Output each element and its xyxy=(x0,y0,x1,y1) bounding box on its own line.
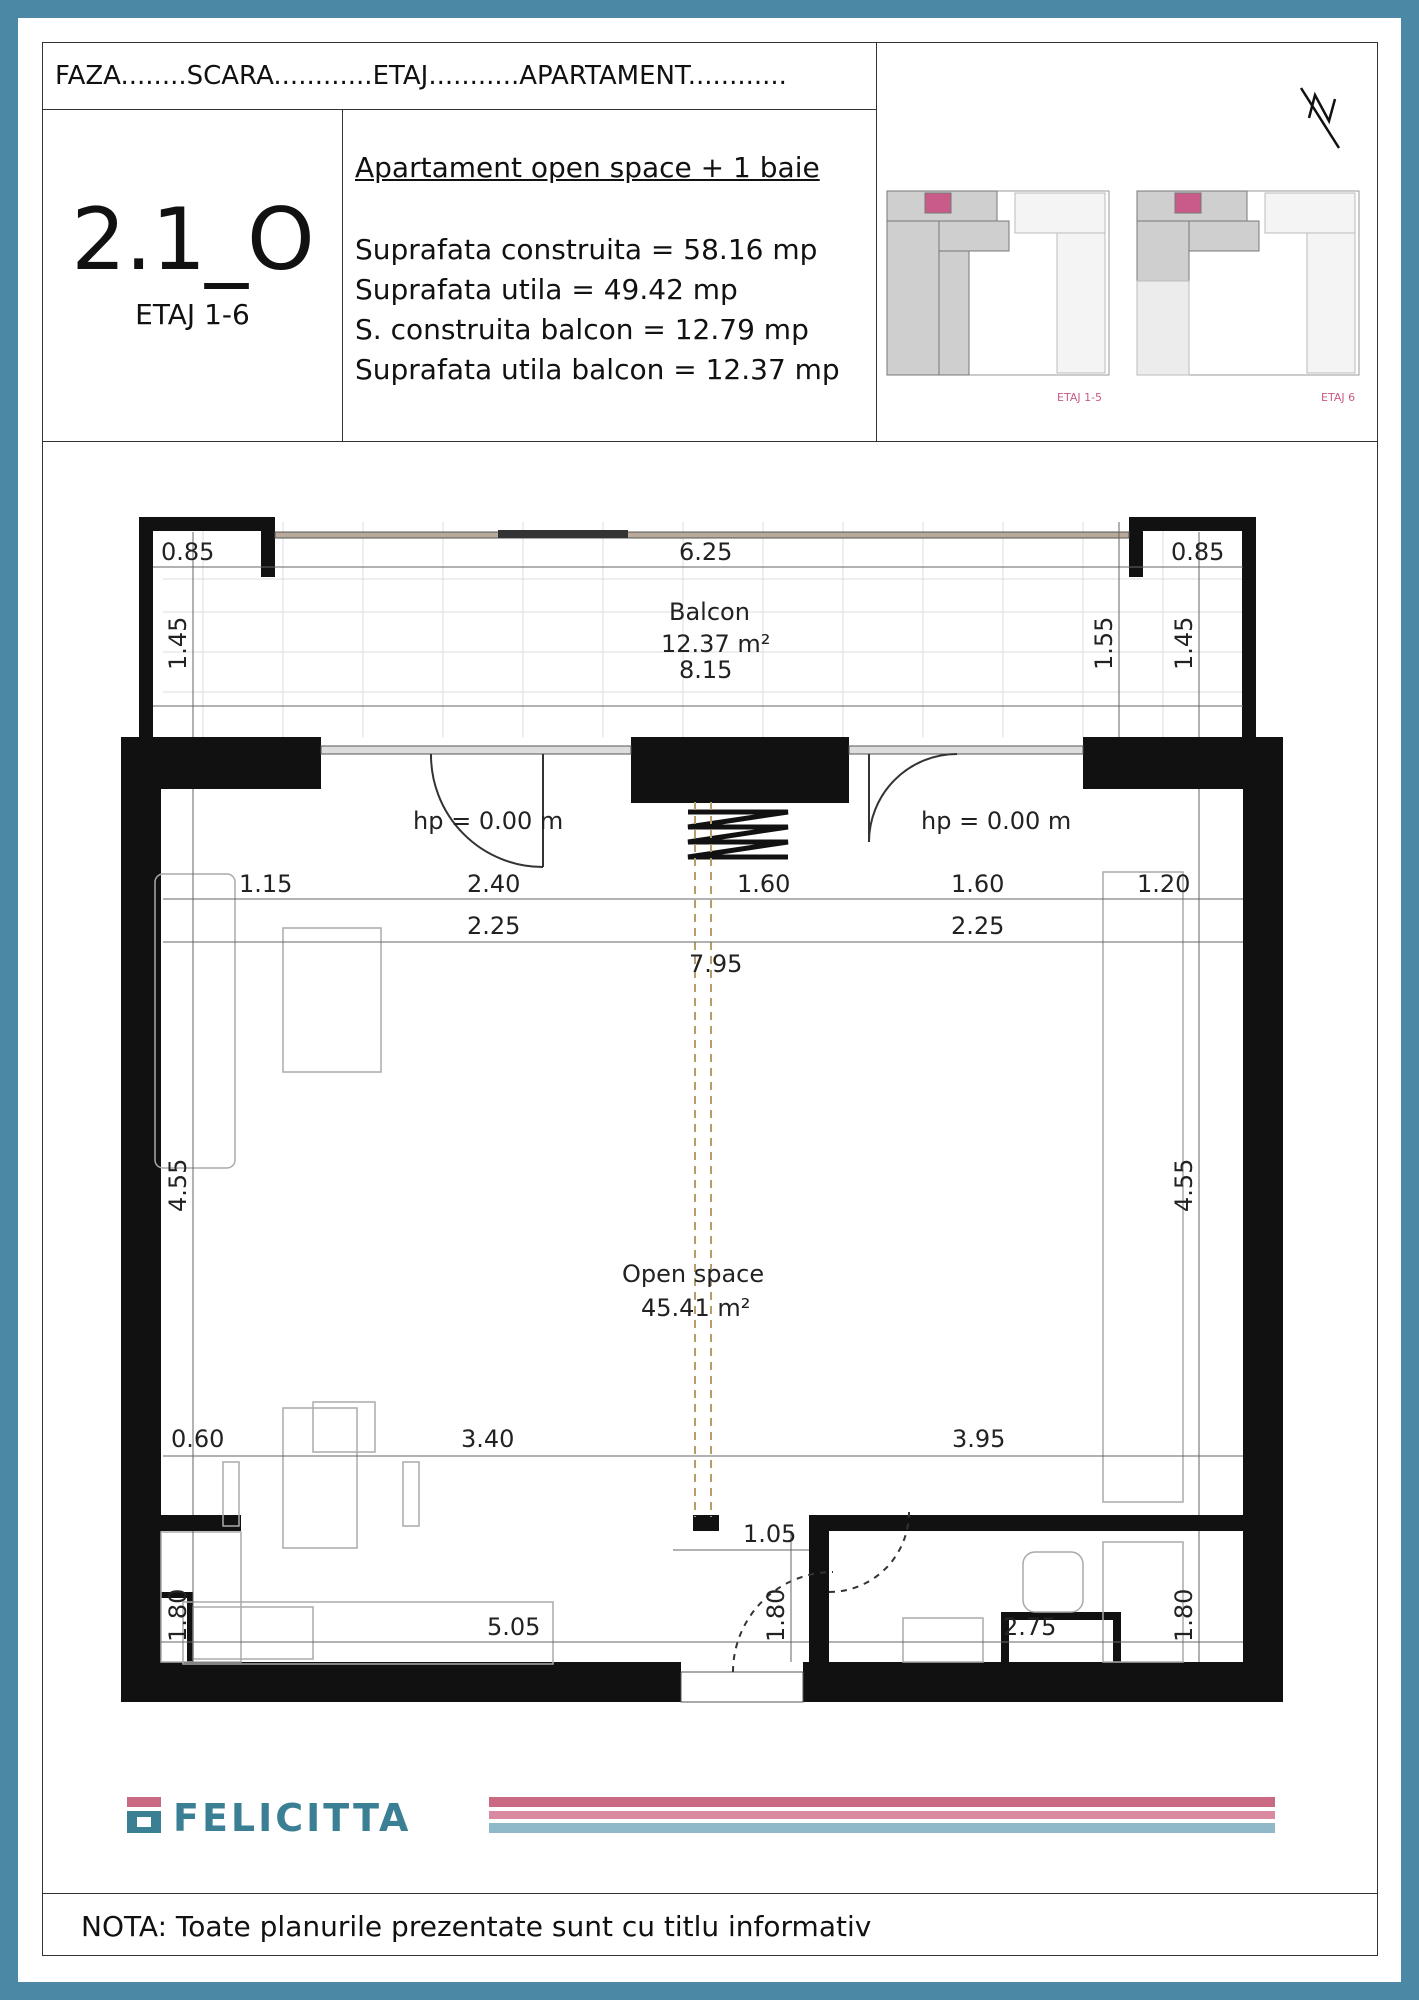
dim-lower-left: 0.60 xyxy=(171,1425,225,1453)
disclaimer-note: NOTA: Toate planurile prezentate sunt cu titlu informativ xyxy=(43,1893,1377,1955)
centerline xyxy=(695,802,711,1517)
area-line-built: Suprafata construita = 58.16 mp xyxy=(355,233,818,266)
apartment-walls xyxy=(121,737,1283,1702)
dim-row1-4: 1.60 xyxy=(951,870,1005,898)
key-highlight-apartment xyxy=(925,193,951,213)
dim-balcony-right: 0.85 xyxy=(1171,538,1225,566)
felicitta-logo-icon xyxy=(127,1797,161,1833)
floor-plan xyxy=(43,442,1377,1642)
dim-balcony-right-h: 1.45 xyxy=(1170,616,1198,670)
key-plan xyxy=(877,43,1377,442)
area-info xyxy=(343,110,877,442)
area-line-balcony-built: S. construita balcon = 12.79 mp xyxy=(355,313,809,346)
plan-sheet xyxy=(18,18,1401,1982)
radiator xyxy=(688,812,788,857)
dim-balcony-left-h: 1.45 xyxy=(164,616,192,670)
key-plan-floor-1-5 xyxy=(887,191,1109,404)
dim-lower-right: 3.95 xyxy=(952,1425,1006,1453)
phase-line: FAZA........SCARA............ETAJ...........APARTAMENT............ xyxy=(43,43,877,110)
dim-balcony-inner-h: 1.55 xyxy=(1090,616,1118,670)
balcony-width: 8.15 xyxy=(679,656,733,684)
apartment-code-cell xyxy=(43,110,343,442)
dim-row1-2: 2.40 xyxy=(467,870,521,898)
dim-bath-h: 1.80 xyxy=(1170,1588,1198,1642)
dim-balcony-mid: 6.25 xyxy=(679,538,733,566)
floor-plan-area xyxy=(43,442,1377,1642)
apartment-code: 2.1_O xyxy=(71,190,314,290)
dim-left-height: 4.55 xyxy=(164,1158,192,1212)
dim-kitchen-h: 1.80 xyxy=(164,1588,192,1642)
dim-right-height: 4.55 xyxy=(1170,1158,1198,1212)
key-label-floor-1-5: ETAJ 1-5 xyxy=(1057,391,1103,404)
open-space-name: Open space xyxy=(622,1260,765,1288)
dim-balcony-left: 0.85 xyxy=(161,538,215,566)
hp-left: hp = 0.00 m xyxy=(413,807,564,835)
area-line-balcony-useful: Suprafata utila balcon = 12.37 mp xyxy=(355,353,840,386)
north-arrow-icon xyxy=(1301,88,1339,148)
key-plan-floor-6 xyxy=(1137,191,1359,404)
hp-right: hp = 0.00 m xyxy=(921,807,1072,835)
dim-row1-5: 1.20 xyxy=(1137,870,1191,898)
brand-bar xyxy=(127,1791,1327,1841)
key-plan-cell xyxy=(877,43,1377,442)
key-label-floor-6: ETAJ 6 xyxy=(1321,391,1356,404)
dim-bath-w: 2.75 xyxy=(1003,1613,1057,1641)
dim-total-width: 7.95 xyxy=(689,950,743,978)
apartment-type-title: Apartament open space + 1 baie xyxy=(355,151,820,184)
balcony-area: 12.37 m² xyxy=(661,630,771,658)
area-line-useful: Suprafata utila = 49.42 mp xyxy=(355,273,738,306)
sheet-frame xyxy=(42,42,1378,1956)
brand-graphic xyxy=(127,1791,1327,1841)
brand-name: FELICITTA xyxy=(173,1796,412,1840)
dim-lower-mid: 3.40 xyxy=(461,1425,515,1453)
dim-row1-3: 1.60 xyxy=(737,870,791,898)
key-highlight-apartment-6 xyxy=(1175,193,1201,213)
dim-row2-2: 2.25 xyxy=(951,912,1005,940)
balcony-name: Balcon xyxy=(669,598,750,626)
brand-stripes xyxy=(489,1797,1275,1833)
dim-row2-1: 2.25 xyxy=(467,912,521,940)
dim-kitchen-w: 5.05 xyxy=(487,1613,541,1641)
dimension-labels xyxy=(161,538,1224,1642)
dim-corridor-h: 1.80 xyxy=(762,1588,790,1642)
dimension-lines xyxy=(153,522,1243,1662)
dim-row1-1: 1.15 xyxy=(239,870,293,898)
floor-range: ETAJ 1-6 xyxy=(135,298,250,331)
open-space-area: 45.41 m² xyxy=(641,1294,751,1322)
dim-door-width: 1.05 xyxy=(743,1520,797,1548)
